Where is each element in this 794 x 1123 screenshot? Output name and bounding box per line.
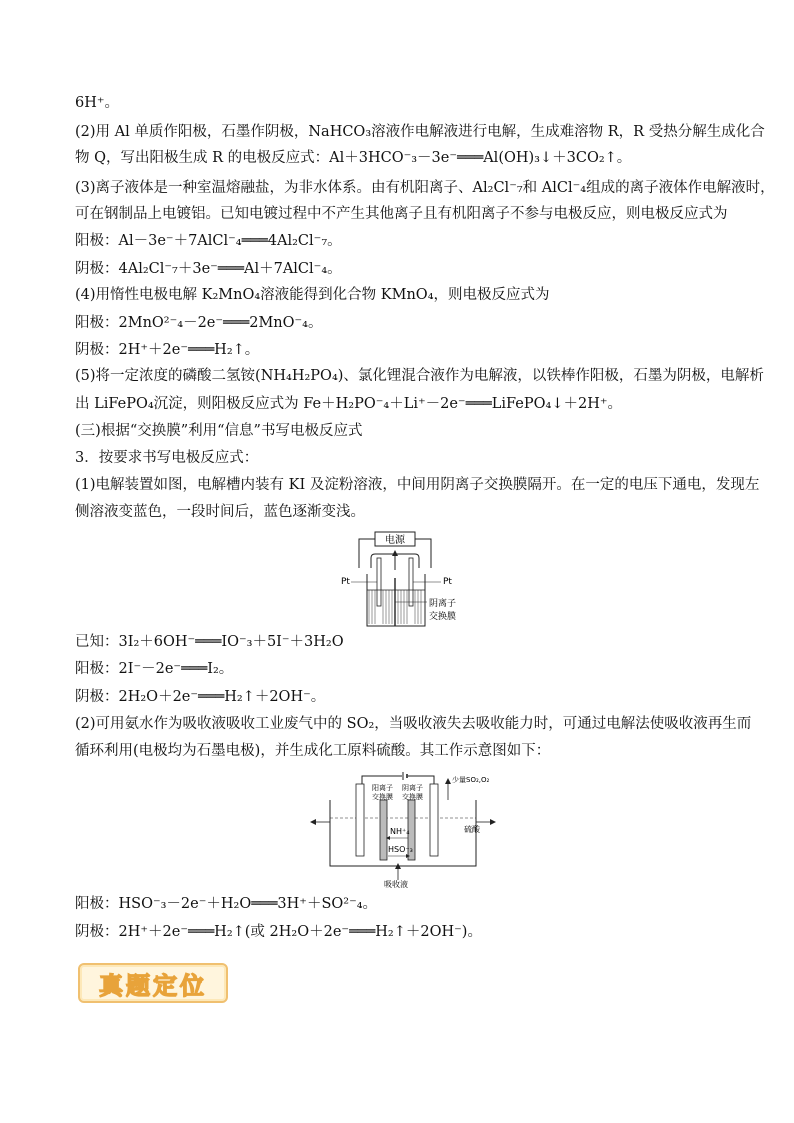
text-line: 6H⁺。 <box>75 95 120 111</box>
ammonium-ion-label: NH⁺₄ <box>390 827 410 836</box>
membrane-label-line1: 阴离子 <box>429 599 457 609</box>
absorption-electrolysis-figure <box>310 770 500 888</box>
left-electrode-label: Pt <box>341 577 350 587</box>
text-line: 阳极：2MnO²⁻₄－2e⁻═══2MnO⁻₄。 <box>75 315 323 331</box>
text-line: 侧溶液变蓝色，一段时间后，蓝色逐渐变浅。 <box>75 504 365 520</box>
cation-membrane-label-line1: 阳离子 <box>372 784 393 792</box>
section-stamp-text: 真题定位 <box>99 971 207 1000</box>
text-line: 已知：3I₂＋6OH⁻═══IO⁻₃＋5I⁻＋3H₂O <box>75 634 344 650</box>
text-line: 阴极：2H⁺＋2e⁻═══H₂↑。 <box>75 342 260 358</box>
text-line: (4)用惰性电极电解 K₂MnO₄溶液能得到化合物 KMnO₄，则电极反应式为 <box>75 287 550 303</box>
text-line: 阴极：2H⁺＋2e⁻═══H₂↑(或 2H₂O＋2e⁻═══H₂↑＋2OH⁻)。 <box>75 924 482 940</box>
section-stamp <box>78 963 228 1003</box>
right-electrode-label: Pt <box>443 577 452 587</box>
electrolysis-cell-diagram <box>335 530 465 630</box>
text-line: (1)电解装置如图，电解槽内装有 KI 及淀粉溶液，中间用阴离子交换膜隔开。在一定的电压下通电，发现左 <box>75 477 760 493</box>
absorbent-label: 吸收液 <box>384 880 408 888</box>
text-line: (3)离子液体是一种室温熔融盐，为非水体系。由有机阳离子、Al₂Cl⁻₇和 AlCl⁻₄组成的离子液体作电解液时， <box>75 180 775 196</box>
text-line: 物 Q，写出阳极生成 R 的电极反应式：Al＋3HCO⁻₃－3e⁻═══Al(OH)₃↓＋3CO₂↑。 <box>75 150 632 166</box>
text-line: 可在钢制品上电镀铝。已知电镀过程中不产生其他离子且有机阳离子不参与电极反应，则电极反应式为 <box>75 206 728 222</box>
membrane-label-line2: 交换膜 <box>429 612 457 622</box>
power-label: 电源 <box>385 535 405 546</box>
text-line: (2)可用氨水作为吸收液吸收工业废气中的 SO₂，当吸收液失去吸收能力时，可通过电解法使吸收液再生而 <box>75 716 752 732</box>
text-line: 阳极：HSO⁻₃－2e⁻＋H₂O═══3H⁺＋SO²⁻₄。 <box>75 896 378 912</box>
text-line: 阳极：Al－3e⁻＋7AlCl⁻₄═══4Al₂Cl⁻₇。 <box>75 233 342 249</box>
anion-membrane-label-line2: 交换膜 <box>402 793 423 801</box>
gas-outlet-label: 少量SO₂,O₂ <box>452 776 490 784</box>
bisulfite-ion-label: HSO⁻₃ <box>388 845 413 854</box>
text-line: (5)将一定浓度的磷酸二氢铵(NH₄H₂PO₄)、氯化锂混合液作为电解液，以铁棒作阳极，石墨为阴极，电解析 <box>75 368 764 384</box>
text-line: 阳极：2I⁻－2e⁻═══I₂。 <box>75 661 234 677</box>
text-line: 阴极：4Al₂Cl⁻₇＋3e⁻═══Al＋7AlCl⁻₄。 <box>75 261 342 277</box>
electrolysis-cell-figure <box>335 530 465 630</box>
text-line: 循环利用(电极均为石墨电极)，并生成化工原料硫酸。其工作示意图如下： <box>75 743 551 759</box>
text-line: (2)用 Al 单质作阳极，石墨作阴极，NaHCO₃溶液作电解液进行电解，生成难溶物 R，R 受热分解生成化合 <box>75 124 765 140</box>
text-line: (三)根据“交换膜”利用“信息”书写电极反应式 <box>75 423 363 439</box>
acid-label: 硫酸 <box>464 825 480 834</box>
absorption-electrolysis-diagram <box>310 770 500 888</box>
text-line: 3．按要求书写电极反应式： <box>75 450 259 466</box>
text-line: 阴极：2H₂O＋2e⁻═══H₂↑＋2OH⁻。 <box>75 689 326 705</box>
text-line: 出 LiFePO₄沉淀，则阳极反应式为 Fe＋H₂PO⁻₄＋Li⁺－2e⁻═══LiFePO₄↓＋2H⁺。 <box>75 396 623 412</box>
cation-membrane-label-line2: 交换膜 <box>372 793 393 801</box>
anion-membrane-label-line1: 阴离子 <box>402 784 423 792</box>
